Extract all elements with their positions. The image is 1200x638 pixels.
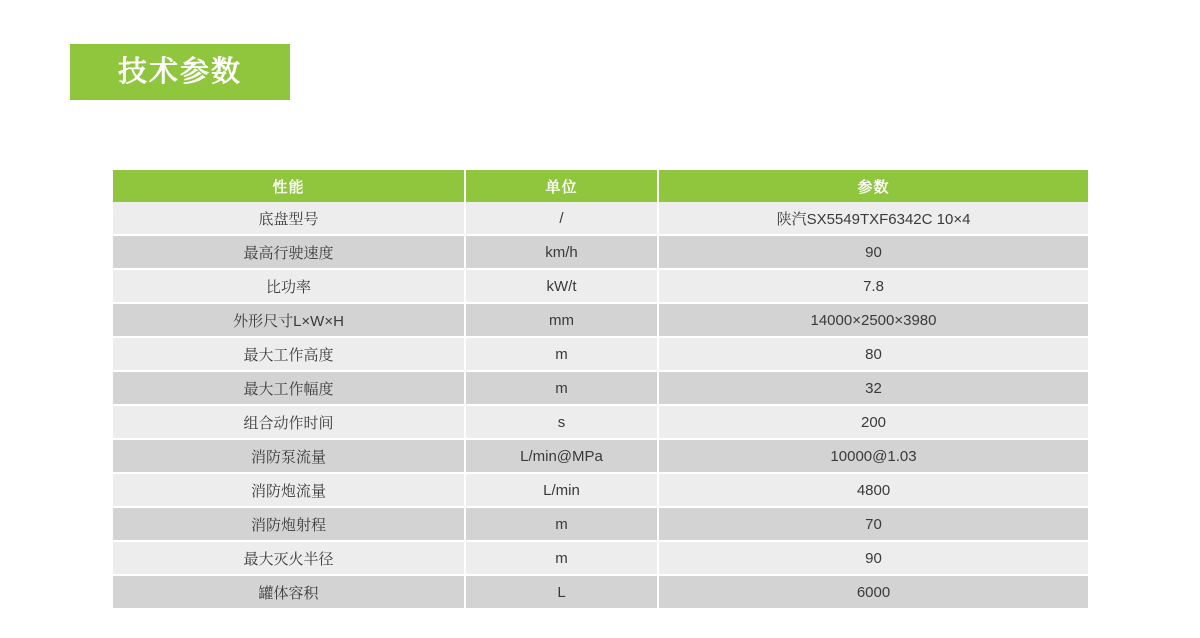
cell-performance: 罐体容积 [113,575,465,609]
cell-value: 32 [658,371,1088,405]
table-row [113,371,1088,405]
cell-value: 14000×2500×3980 [658,303,1088,337]
cell-unit: m [465,541,658,575]
table-row [113,235,1088,269]
column-header-value: 参数 [658,170,1088,202]
table-row [113,439,1088,473]
cell-unit: L [465,575,658,609]
spec-table [113,170,1088,610]
cell-unit: m [465,337,658,371]
table-row [113,575,1088,609]
cell-unit: kW/t [465,269,658,303]
table-row [113,541,1088,575]
cell-performance: 最大灭火半径 [113,541,465,575]
cell-unit: mm [465,303,658,337]
cell-performance: 外形尺寸L×W×H [113,303,465,337]
cell-unit: m [465,371,658,405]
table-row [113,269,1088,303]
cell-value: 80 [658,337,1088,371]
spec-table-container [113,170,1088,610]
cell-performance: 消防炮射程 [113,507,465,541]
page-title: 技术参数 [117,55,242,88]
cell-unit: m [465,507,658,541]
cell-unit: L/min [465,473,658,507]
table-row [113,202,1088,235]
cell-performance: 组合动作时间 [113,405,465,439]
cell-value: 7.8 [658,269,1088,303]
cell-performance: 最高行驶速度 [113,235,465,269]
cell-unit: L/min@MPa [465,439,658,473]
cell-performance: 最大工作高度 [113,337,465,371]
cell-value: 4800 [658,473,1088,507]
cell-unit: km/h [465,235,658,269]
cell-performance: 底盘型号 [113,202,465,235]
cell-performance: 消防泵流量 [113,439,465,473]
table-row [113,303,1088,337]
cell-performance: 消防炮流量 [113,473,465,507]
cell-value: 6000 [658,575,1088,609]
cell-performance: 最大工作幅度 [113,371,465,405]
column-header-unit: 单位 [465,170,658,202]
table-row [113,337,1088,371]
cell-unit: / [465,202,658,235]
table-header-row [113,170,1088,202]
cell-value: 10000@1.03 [658,439,1088,473]
cell-performance: 比功率 [113,269,465,303]
table-row [113,405,1088,439]
cell-unit: s [465,405,658,439]
spec-table-body [113,202,1088,609]
cell-value: 200 [658,405,1088,439]
table-row [113,507,1088,541]
cell-value: 90 [658,541,1088,575]
cell-value: 陕汽SX5549TXF6342C 10×4 [658,202,1088,235]
table-row [113,473,1088,507]
spec-table-header [113,170,1088,202]
cell-value: 90 [658,235,1088,269]
column-header-performance: 性能 [113,170,465,202]
cell-value: 70 [658,507,1088,541]
section-title-badge [70,44,290,100]
